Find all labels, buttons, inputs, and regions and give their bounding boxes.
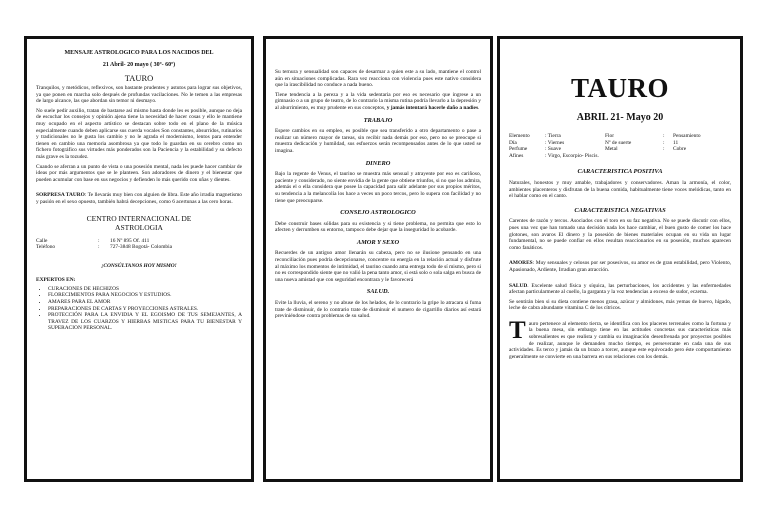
contact-table [36, 238, 174, 251]
contact-row [36, 244, 174, 251]
left-panel [24, 36, 254, 482]
attribute-label: Día [509, 139, 517, 146]
section-text-amor: Recuerdes de un antiguo amor llenarán su cabeza, pero no se ilusione pensando en una reconciliación pues podría decepcionarse, concentre su energía en la relación actual y disfrute al máximo los momentos de intimidad, el taurino cuando ama entrega todo de sí mismo, pero si no es correspondido siente que no valió la pena tanto amor, si está solo o sola salga en busca de una nueva amistad que con seguridad encontrara y le favorecerá [275, 250, 481, 283]
final-text: auro pertenece al elemento tierra, se identifica con los placeres terrenales como la fortuna y la buena mesa, sin embargo tiene en las actitudes concretas sus características más sobresalientes es que realista y cambia su imaginación desenfrenada por proyectos posibles de realizar, aunque le demanden mucho tiempo, es perseverante en cada una de sus actividades. Es terco y jamás da un brazo a torcer, aunque este equivocado pero éste comportamiento generalmente se convierte en una barrera en sus relaciones con los demás. [509, 320, 731, 360]
center-title-line: ASTROLOGIA [115, 222, 163, 232]
contact-row [36, 238, 174, 245]
salud-paragraph [509, 283, 731, 296]
attribute-value: Pensamiento [673, 133, 701, 139]
negative-title: CARACTERISTICA NEGATIVAS [574, 206, 666, 214]
attribute-row [509, 146, 731, 153]
experts-list [36, 286, 242, 332]
attribute-value: : Tierra [545, 133, 561, 139]
birth-dates: 21 Abril- 20 mayo ( 30º- 60º) [102, 62, 176, 68]
positive-text: Naturales, honestos y muy amable, trabajadores y conservadores. Aman la armonía, el color, ambientes placenteros y disfrutan de la buena comida, habitualmente tiene voces melódicas, tanto en el hablar como en el canto. [509, 179, 731, 200]
experts-item: • FLORECIMIENTOS PARA NEGOCIOS Y ESTUDIOS. [48, 292, 242, 299]
experts-title: EXPERTOS EN: [36, 277, 76, 284]
middle-panel [263, 36, 493, 482]
amores-text: : Muy sensuales y celosos por ser posesivos, su amor es de gran estabilidad, pero Violento, Apasionado, Ardiente, Irradian gran atracción. [509, 260, 731, 273]
section-title-trabajo: TRABAJO [363, 116, 393, 124]
sorpresa-label: SORPRESA TAURO [36, 192, 85, 199]
drop-cap: T [509, 316, 526, 344]
contact-label: Calle [36, 237, 48, 244]
intro-paragraph [275, 92, 481, 112]
attribute-label: Nº de suerte [605, 139, 632, 146]
sorpresa-text: : Te llevarás muy bien con alguien de libra. Este año irradia magnetismo y pasión en el sexo opuesto, también habrá decepciones, como 6 acertunas a las cero horas. [36, 192, 242, 205]
experts-item: • PREPARACIONES DE CARTAS Y PROYECCIONES ASTRALES. [48, 306, 242, 313]
attribute-value: : Virgo, Escorpio- Piscis. [545, 152, 599, 159]
attribute-label: Perfume [509, 146, 528, 153]
intro-paragraph: Tranquilos, y metódicos, reflexivos, son bastante prudentes y astutos para lograr sus objetivos, ya que ponen en marcha solo después de profundas vacilaciones. No le temen a las empresas de largo alcance, las que abordan sin temor ni desmayo. [36, 85, 242, 105]
attribute-sep: : [663, 146, 665, 153]
message-header: MENSAJE ASTROLOGICO PARA LOS NACIDOS DEL [64, 50, 214, 56]
attribute-label: Elemento [509, 133, 530, 139]
attribute-row [509, 153, 731, 160]
attribute-row [509, 133, 731, 140]
attribute-row [509, 140, 731, 147]
intro-text [36, 85, 242, 206]
right-text [509, 169, 731, 360]
experts-item: • CURACIONES DE HECHIZOS [48, 286, 242, 293]
intro-paragraph: No suele pedir auxilio, tratan de bastarse así mismo hasta donde les es posible, aunque no deja de escuchar los consejos y opinión ajena tiene la necesidad de hacer cosas y ello le mantiene muy ocupado en el aspecto artístico se destacan sobre todo en el plano de la música especialmente cuando deben aplicarse sus cuerda vocales Son constantes, absurridos, rutinarios y tradicionales no le gusta los cambio y no le agrada el modernismo, lentos para entender tienen en cambio una memoria asombrosa ya que todo lo guardan en su cerebro como un fichero fotográfico sus virtudes más ponderados son la Paciencia y la estabilidad y su defecto más grave es la tozudez. [36, 107, 242, 160]
section-text-dinero: Bajo la regente de Venus, el taurino se muestra más sensual y atrayente por eso es cariñoso, paciente y considerado, no siente envidia de la gente que obtiene triunfos, si no que los admira, además el o ella considera que posee la capacidad para salir adelante por sus propios méritos, su tendencia a la melancolía los hace a veces un poco tercos, pero lo supera con facilidad y no tiene que preocuparse. [275, 171, 481, 204]
section-text-trabajo: Espere cambios en su empleo, es posible que sea transferido a otro departamento o pase a realizar un número mayor de tareas, sin recibir nada demás por eso, pero no se preocupe si muestra dedicación y humildad, sus esfuerzos serán recompensados antes de lo que usted se imagina. [275, 128, 481, 154]
amores-label: AMORES [509, 260, 533, 267]
final-paragraph [509, 316, 731, 361]
contact-label: Teléfono [36, 244, 56, 251]
attribute-sep: : [663, 133, 665, 139]
attribute-value: 11 [673, 139, 679, 146]
negative-text: Carentes de razón y tercos. Asociados con el toro en su faz negativa. No se puede discutir con ellos, pues una vez que han tomado una decisión nada los hace cambiar, el buen gusto de comer los hace glotones, son avaros El dinero y la posesión de bienes materiales ocupan en su vida un lugar fundamental, no se puede confiar en ellos resultan reaccionarios en su posesión, muchos aparecen como fanáticos. [509, 218, 731, 251]
experts-item: • AMARES PARA EL AMOR [48, 299, 242, 306]
consult-cta: ¡CONSÚLTANOS HOY MISMO! [101, 262, 177, 269]
salud-text: . Excelente salud física y síquica, las perturbaciones, los accidentes y las enfermedades afectan particularmente al cuello, la garganta y la voz tendencias a exceso de sudor, eczema. [509, 282, 731, 296]
section-title-amor: AMOR Y SEXO [356, 238, 400, 246]
section-title-dinero: DINERO [365, 159, 391, 167]
intro-text-end: . [478, 104, 480, 111]
intro-text-normal: Tiene tendencia a la pereza y a la vida sedentaria por eso es necesario que ingrese a un gimnasio o a un grupo de teatro, de lo contrario la misma rutina podría llevarlo a la depresión y al aburrimiento, es muy prudente en sus conceptos, [275, 91, 481, 111]
attribute-value: : Viernes [545, 139, 565, 146]
contact-value: 16 Nº 895 Of. 411 [110, 237, 150, 244]
attribute-label: Metal [605, 146, 618, 153]
attribute-label: Flor [605, 133, 614, 139]
attribute-value: Cobre [673, 146, 687, 153]
attributes-table [509, 133, 731, 159]
contact-sep: : [98, 244, 100, 251]
positive-title: CARACTERISTICA POSITIVA [577, 168, 663, 176]
sign-name: TAURO [124, 73, 154, 83]
salud-paragraph-2: Se sentirán bien si su dieta contiene menos grasa, azúcar y almidones, más yemas de huevo, hígado, leche de cabra abundante vitamina C de los cítricos. [509, 298, 731, 312]
salud-label: SALUD [509, 282, 528, 289]
attribute-label: Afines [509, 152, 524, 159]
main-dates: ABRIL 21- Mayo 20 [576, 112, 664, 123]
attribute-value: : Suave [545, 146, 562, 153]
section-title-consejo: CONSEJO ASTROLOGICO [340, 209, 416, 217]
intro-paragraph: Cuando se aferran a un punto de vista o una posesión mental, nada les puede hacer cambiar de ideas por más argumentos que se le planteen. Son adoradores de dinero y el bienestar que pueden acumular con base en sus negocios y defienden lo más querido con uñas y dientes. [36, 163, 242, 183]
section-text-salud: Evite la lluvia, el sereno y no abuse de los helados, de lo contrario la gripe lo atracara si fuma trate de disminuir, de lo contrario trate de disminuir el numero de cigarrillo diarios así estará previniéndose contra problemas de su salud. [275, 300, 481, 320]
right-panel [497, 36, 743, 482]
section-text-consejo: Debe construir bases sólidas para su existencia y si tiene problema, no permita que esto lo afecten y derrumben su entorno, tampoco debe dejar que la inseguridad lo acobarde. [275, 220, 481, 234]
main-title: TAURO [570, 73, 669, 103]
contact-value: 727-3848 Bogotá- Colombia [110, 244, 172, 251]
intro-paragraph: Su ternura y sensualidad son capaces de desarmar a quien este a su lado, mantiene el control aún en situaciones complicadas. Rara vez reacciona con violencia pues este nativo considera que la irascibilidad no conduce a nada bueno. [275, 69, 481, 89]
intro-text-bold: y jamás intentará hacerle daño a nadies [386, 104, 479, 111]
attribute-sep: : [663, 139, 665, 146]
experts-item: • PROTECCIÓN PARA LA ENVIDIA Y EL EGOISMO DE TUS SEMEJANTES, A TRAVEZ DE LOS CUARZOS Y HIERBAS MISTICAS PARA TU BIENESTAR Y SUPERACION PERSONAL. [48, 312, 242, 332]
contact-sep: : [98, 237, 100, 244]
center-title-line: CENTRO INTERNACIONAL DE [86, 213, 192, 223]
sorpresa-paragraph [36, 192, 242, 205]
amores-paragraph [509, 260, 731, 273]
middle-text [275, 69, 481, 320]
center-title [36, 214, 242, 232]
section-title-salud: SALUD. [366, 288, 390, 296]
